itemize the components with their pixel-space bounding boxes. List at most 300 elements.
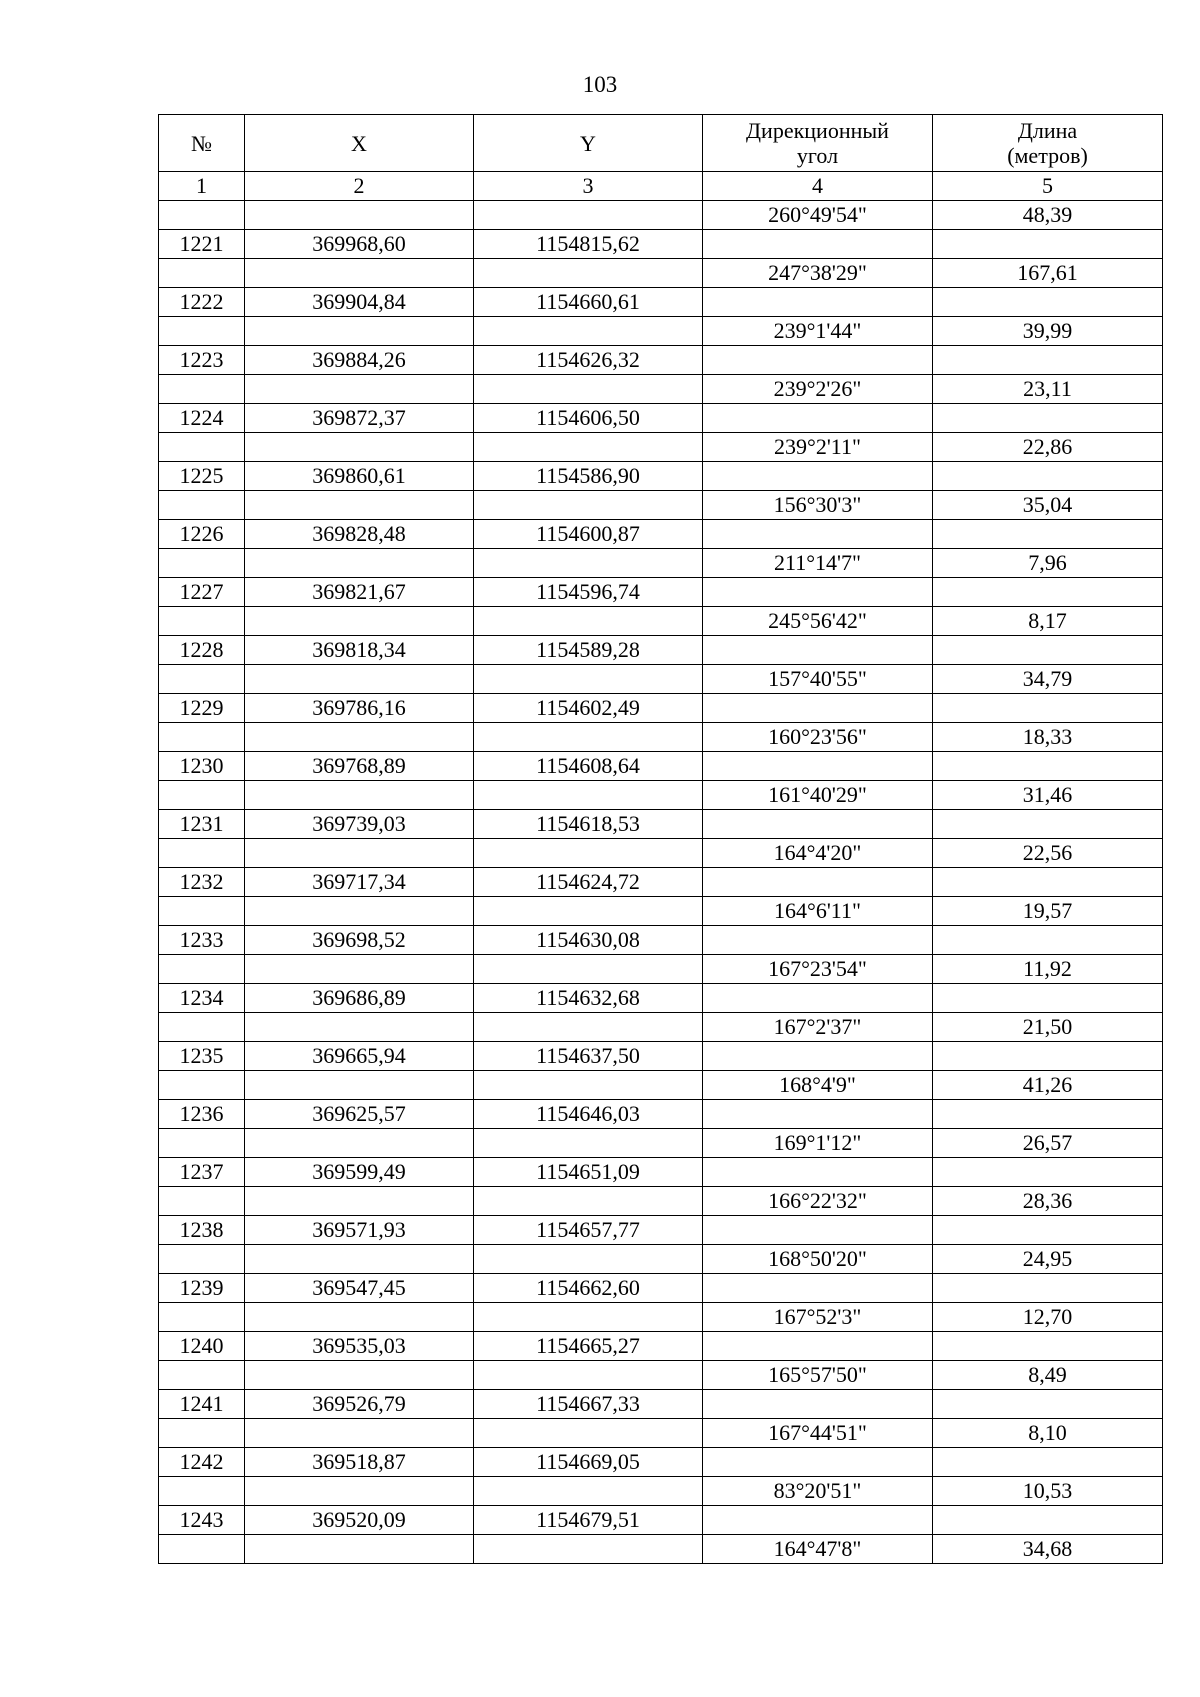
x-coordinate-cell: 369786,16 [245, 694, 474, 723]
point-number-cell: 1239 [159, 1274, 245, 1303]
direction-angle-cell [703, 288, 933, 317]
x-coordinate-cell: 369739,03 [245, 810, 474, 839]
direction-angle-cell [703, 230, 933, 259]
y-coordinate-cell [474, 897, 703, 926]
length-cell [933, 694, 1163, 723]
direction-angle-cell: 168°50'20" [703, 1245, 933, 1274]
direction-angle-cell: 167°2'37" [703, 1013, 933, 1042]
point-number-cell [159, 1361, 245, 1390]
y-coordinate-cell: 1154657,77 [474, 1216, 703, 1245]
column-number: 5 [933, 172, 1163, 201]
table-row [159, 1448, 1163, 1477]
column-number: 4 [703, 172, 933, 201]
table-row [159, 636, 1163, 665]
length-cell: 10,53 [933, 1477, 1163, 1506]
table-row [159, 1042, 1163, 1071]
x-coordinate-cell [245, 1013, 474, 1042]
x-coordinate-cell: 369698,52 [245, 926, 474, 955]
table-row [159, 346, 1163, 375]
point-number-cell: 1227 [159, 578, 245, 607]
length-cell [933, 1042, 1163, 1071]
x-coordinate-cell: 369968,60 [245, 230, 474, 259]
length-cell: 11,92 [933, 955, 1163, 984]
direction-angle-cell [703, 404, 933, 433]
direction-angle-cell [703, 1042, 933, 1071]
point-number-cell [159, 1245, 245, 1274]
y-coordinate-cell [474, 1129, 703, 1158]
length-cell: 34,68 [933, 1535, 1163, 1564]
point-number-cell: 1224 [159, 404, 245, 433]
length-cell [933, 752, 1163, 781]
point-number-cell: 1238 [159, 1216, 245, 1245]
x-coordinate-cell: 369599,49 [245, 1158, 474, 1187]
y-coordinate-cell [474, 781, 703, 810]
point-number-cell [159, 201, 245, 230]
length-cell [933, 1448, 1163, 1477]
direction-angle-cell [703, 694, 933, 723]
direction-angle-cell: 167°44'51" [703, 1419, 933, 1448]
y-coordinate-cell: 1154679,51 [474, 1506, 703, 1535]
direction-angle-cell: 211°14'7" [703, 549, 933, 578]
y-coordinate-cell: 1154646,03 [474, 1100, 703, 1129]
point-number-cell [159, 259, 245, 288]
length-cell: 7,96 [933, 549, 1163, 578]
length-cell [933, 1158, 1163, 1187]
x-coordinate-cell [245, 317, 474, 346]
table-row [159, 868, 1163, 897]
y-coordinate-cell: 1154630,08 [474, 926, 703, 955]
y-coordinate-cell: 1154602,49 [474, 694, 703, 723]
length-cell: 41,26 [933, 1071, 1163, 1100]
table-row [159, 1535, 1163, 1564]
x-coordinate-cell [245, 1245, 474, 1274]
direction-angle-cell: 165°57'50" [703, 1361, 933, 1390]
direction-angle-cell: 239°2'26" [703, 375, 933, 404]
length-cell [933, 288, 1163, 317]
point-number-cell [159, 1477, 245, 1506]
length-cell: 12,70 [933, 1303, 1163, 1332]
header-length-line1: Длина [1017, 118, 1078, 143]
point-number-cell: 1235 [159, 1042, 245, 1071]
table-row [159, 404, 1163, 433]
length-cell [933, 1332, 1163, 1361]
x-coordinate-cell: 369625,57 [245, 1100, 474, 1129]
y-coordinate-cell: 1154618,53 [474, 810, 703, 839]
direction-angle-cell [703, 926, 933, 955]
direction-angle-cell [703, 1390, 933, 1419]
y-coordinate-cell [474, 1477, 703, 1506]
y-coordinate-cell [474, 317, 703, 346]
table-row [159, 1506, 1163, 1535]
x-coordinate-cell: 369717,34 [245, 868, 474, 897]
y-coordinate-cell: 1154815,62 [474, 230, 703, 259]
length-cell [933, 636, 1163, 665]
direction-angle-cell [703, 636, 933, 665]
x-coordinate-cell [245, 1535, 474, 1564]
x-coordinate-cell [245, 375, 474, 404]
point-number-cell [159, 549, 245, 578]
x-coordinate-cell [245, 1419, 474, 1448]
direction-angle-cell [703, 1506, 933, 1535]
x-coordinate-cell: 369884,26 [245, 346, 474, 375]
y-coordinate-cell [474, 607, 703, 636]
y-coordinate-cell: 1154651,09 [474, 1158, 703, 1187]
point-number-cell: 1225 [159, 462, 245, 491]
length-cell [933, 1100, 1163, 1129]
y-coordinate-cell [474, 1303, 703, 1332]
point-number-cell: 1228 [159, 636, 245, 665]
y-coordinate-cell [474, 1187, 703, 1216]
point-number-cell [159, 1071, 245, 1100]
x-coordinate-cell [245, 433, 474, 462]
direction-angle-cell: 167°52'3" [703, 1303, 933, 1332]
direction-angle-cell [703, 578, 933, 607]
length-cell [933, 984, 1163, 1013]
direction-angle-cell [703, 868, 933, 897]
table-row [159, 752, 1163, 781]
point-number-cell: 1230 [159, 752, 245, 781]
x-coordinate-cell [245, 897, 474, 926]
x-coordinate-cell [245, 259, 474, 288]
table-row [159, 462, 1163, 491]
direction-angle-cell: 164°4'20" [703, 839, 933, 868]
length-cell: 34,79 [933, 665, 1163, 694]
y-coordinate-cell: 1154665,27 [474, 1332, 703, 1361]
table-row [159, 491, 1163, 520]
point-number-cell: 1223 [159, 346, 245, 375]
direction-angle-cell [703, 1332, 933, 1361]
y-coordinate-cell [474, 723, 703, 752]
table-row [159, 230, 1163, 259]
x-coordinate-cell: 369518,87 [245, 1448, 474, 1477]
y-coordinate-cell [474, 839, 703, 868]
point-number-cell: 1234 [159, 984, 245, 1013]
point-number-cell: 1229 [159, 694, 245, 723]
direction-angle-cell: 156°30'3" [703, 491, 933, 520]
x-coordinate-cell [245, 665, 474, 694]
table-row [159, 897, 1163, 926]
direction-angle-cell [703, 1100, 933, 1129]
point-number-cell: 1221 [159, 230, 245, 259]
y-coordinate-cell: 1154589,28 [474, 636, 703, 665]
x-coordinate-cell: 369860,61 [245, 462, 474, 491]
direction-angle-cell: 260°49'54" [703, 201, 933, 230]
table-row [159, 1245, 1163, 1274]
x-coordinate-cell [245, 1129, 474, 1158]
direction-angle-cell [703, 1216, 933, 1245]
y-coordinate-cell: 1154600,87 [474, 520, 703, 549]
header-y: Y [474, 115, 703, 172]
x-coordinate-cell: 369535,03 [245, 1332, 474, 1361]
length-cell [933, 868, 1163, 897]
length-cell [933, 1506, 1163, 1535]
x-coordinate-cell: 369526,79 [245, 1390, 474, 1419]
length-cell: 19,57 [933, 897, 1163, 926]
x-coordinate-cell: 369872,37 [245, 404, 474, 433]
x-coordinate-cell [245, 839, 474, 868]
y-coordinate-cell [474, 1535, 703, 1564]
header-number: № [159, 115, 245, 172]
direction-angle-cell: 245°56'42" [703, 607, 933, 636]
point-number-cell [159, 491, 245, 520]
direction-angle-cell [703, 462, 933, 491]
point-number-cell: 1236 [159, 1100, 245, 1129]
length-cell [933, 1390, 1163, 1419]
direction-angle-cell [703, 346, 933, 375]
x-coordinate-cell: 369821,67 [245, 578, 474, 607]
direction-angle-cell: 169°1'12" [703, 1129, 933, 1158]
table-row [159, 839, 1163, 868]
length-cell: 22,86 [933, 433, 1163, 462]
table-row [159, 723, 1163, 752]
point-number-cell [159, 1535, 245, 1564]
direction-angle-cell: 239°2'11" [703, 433, 933, 462]
header-length [933, 115, 1163, 172]
point-number-cell: 1232 [159, 868, 245, 897]
point-number-cell [159, 1419, 245, 1448]
length-cell: 8,49 [933, 1361, 1163, 1390]
y-coordinate-cell [474, 665, 703, 694]
direction-angle-cell: 168°4'9" [703, 1071, 933, 1100]
x-coordinate-cell: 369818,34 [245, 636, 474, 665]
point-number-cell: 1241 [159, 1390, 245, 1419]
table-row [159, 1332, 1163, 1361]
direction-angle-cell: 157°40'55" [703, 665, 933, 694]
table-row [159, 926, 1163, 955]
length-cell: 24,95 [933, 1245, 1163, 1274]
header-direction-angle [703, 115, 933, 172]
point-number-cell [159, 1187, 245, 1216]
length-cell: 48,39 [933, 201, 1163, 230]
coordinates-table [158, 114, 1163, 1564]
point-number-cell: 1222 [159, 288, 245, 317]
direction-angle-cell [703, 1448, 933, 1477]
table-row [159, 1158, 1163, 1187]
x-coordinate-cell: 369520,09 [245, 1506, 474, 1535]
y-coordinate-cell: 1154660,61 [474, 288, 703, 317]
y-coordinate-cell [474, 433, 703, 462]
table-row [159, 694, 1163, 723]
x-coordinate-cell [245, 1071, 474, 1100]
direction-angle-cell [703, 752, 933, 781]
table-row [159, 1419, 1163, 1448]
direction-angle-cell: 83°20'51" [703, 1477, 933, 1506]
length-cell: 31,46 [933, 781, 1163, 810]
point-number-cell [159, 839, 245, 868]
length-cell [933, 578, 1163, 607]
header-direction-angle-line1: Дирекционный [746, 118, 889, 143]
direction-angle-cell [703, 984, 933, 1013]
length-cell [933, 1274, 1163, 1303]
y-coordinate-cell [474, 259, 703, 288]
length-cell: 18,33 [933, 723, 1163, 752]
point-number-cell: 1240 [159, 1332, 245, 1361]
length-cell: 23,11 [933, 375, 1163, 404]
x-coordinate-cell [245, 723, 474, 752]
y-coordinate-cell: 1154662,60 [474, 1274, 703, 1303]
table-row [159, 810, 1163, 839]
y-coordinate-cell [474, 549, 703, 578]
length-cell [933, 1216, 1163, 1245]
table-row [159, 1477, 1163, 1506]
direction-angle-cell: 166°22'32" [703, 1187, 933, 1216]
length-cell [933, 810, 1163, 839]
table-row [159, 607, 1163, 636]
length-cell: 39,99 [933, 317, 1163, 346]
direction-angle-cell [703, 1158, 933, 1187]
length-cell: 35,04 [933, 491, 1163, 520]
y-coordinate-cell [474, 491, 703, 520]
point-number-cell [159, 1303, 245, 1332]
direction-angle-cell: 160°23'56" [703, 723, 933, 752]
point-number-cell: 1231 [159, 810, 245, 839]
x-coordinate-cell: 369665,94 [245, 1042, 474, 1071]
table-row [159, 1129, 1163, 1158]
point-number-cell [159, 1129, 245, 1158]
y-coordinate-cell [474, 1013, 703, 1042]
column-number: 1 [159, 172, 245, 201]
direction-angle-cell: 167°23'54" [703, 955, 933, 984]
x-coordinate-cell [245, 201, 474, 230]
table-row [159, 1187, 1163, 1216]
direction-angle-cell [703, 1274, 933, 1303]
table-row [159, 1361, 1163, 1390]
point-number-cell [159, 781, 245, 810]
x-coordinate-cell: 369686,89 [245, 984, 474, 1013]
x-coordinate-cell [245, 781, 474, 810]
direction-angle-cell: 164°6'11" [703, 897, 933, 926]
table-row [159, 1100, 1163, 1129]
length-cell: 8,17 [933, 607, 1163, 636]
table-row [159, 288, 1163, 317]
y-coordinate-cell: 1154586,90 [474, 462, 703, 491]
table-row [159, 259, 1163, 288]
length-cell: 8,10 [933, 1419, 1163, 1448]
table-row [159, 1303, 1163, 1332]
point-number-cell [159, 1013, 245, 1042]
point-number-cell: 1233 [159, 926, 245, 955]
table-row [159, 578, 1163, 607]
direction-angle-cell [703, 520, 933, 549]
header-length-line2: (метров) [1007, 143, 1088, 168]
direction-angle-cell: 239°1'44" [703, 317, 933, 346]
table-row [159, 1013, 1163, 1042]
x-coordinate-cell: 369571,93 [245, 1216, 474, 1245]
table-row [159, 549, 1163, 578]
x-coordinate-cell [245, 955, 474, 984]
x-coordinate-cell: 369768,89 [245, 752, 474, 781]
point-number-cell [159, 317, 245, 346]
x-coordinate-cell [245, 491, 474, 520]
header-x: X [245, 115, 474, 172]
y-coordinate-cell: 1154632,68 [474, 984, 703, 1013]
y-coordinate-cell: 1154667,33 [474, 1390, 703, 1419]
length-cell [933, 404, 1163, 433]
y-coordinate-cell: 1154606,50 [474, 404, 703, 433]
y-coordinate-cell [474, 1361, 703, 1390]
point-number-cell: 1243 [159, 1506, 245, 1535]
length-cell: 22,56 [933, 839, 1163, 868]
y-coordinate-cell: 1154669,05 [474, 1448, 703, 1477]
point-number-cell [159, 897, 245, 926]
y-coordinate-cell: 1154637,50 [474, 1042, 703, 1071]
table-row [159, 1390, 1163, 1419]
length-cell [933, 926, 1163, 955]
point-number-cell [159, 375, 245, 404]
y-coordinate-cell: 1154596,74 [474, 578, 703, 607]
point-number-cell [159, 665, 245, 694]
column-number: 3 [474, 172, 703, 201]
x-coordinate-cell [245, 1477, 474, 1506]
y-coordinate-cell [474, 375, 703, 404]
direction-angle-cell [703, 810, 933, 839]
table-row [159, 1071, 1163, 1100]
y-coordinate-cell: 1154626,32 [474, 346, 703, 375]
coordinates-table-body [159, 115, 1163, 1564]
point-number-cell [159, 607, 245, 636]
column-number: 2 [245, 172, 474, 201]
length-cell [933, 346, 1163, 375]
point-number-cell [159, 723, 245, 752]
point-number-cell: 1242 [159, 1448, 245, 1477]
y-coordinate-cell: 1154608,64 [474, 752, 703, 781]
table-row [159, 781, 1163, 810]
x-coordinate-cell [245, 549, 474, 578]
length-cell [933, 462, 1163, 491]
y-coordinate-cell [474, 1419, 703, 1448]
x-coordinate-cell [245, 1187, 474, 1216]
y-coordinate-cell [474, 1071, 703, 1100]
page-number: 103 [582, 72, 618, 97]
table-row [159, 375, 1163, 404]
table-row [159, 433, 1163, 462]
point-number-cell: 1226 [159, 520, 245, 549]
y-coordinate-cell [474, 955, 703, 984]
table-row [159, 984, 1163, 1013]
header-direction-angle-line2: угол [796, 143, 839, 168]
direction-angle-cell: 161°40'29" [703, 781, 933, 810]
length-cell: 167,61 [933, 259, 1163, 288]
table-row [159, 317, 1163, 346]
point-number-cell: 1237 [159, 1158, 245, 1187]
y-coordinate-cell [474, 201, 703, 230]
x-coordinate-cell: 369828,48 [245, 520, 474, 549]
length-cell [933, 230, 1163, 259]
y-coordinate-cell: 1154624,72 [474, 868, 703, 897]
length-cell: 28,36 [933, 1187, 1163, 1216]
table-row [159, 955, 1163, 984]
table-row [159, 201, 1163, 230]
table-row [159, 1216, 1163, 1245]
y-coordinate-cell [474, 1245, 703, 1274]
x-coordinate-cell [245, 607, 474, 636]
x-coordinate-cell [245, 1361, 474, 1390]
table-header-row [159, 115, 1163, 172]
table-row [159, 665, 1163, 694]
point-number-cell [159, 433, 245, 462]
column-numbers-row [159, 172, 1163, 201]
table-row [159, 1274, 1163, 1303]
direction-angle-cell: 164°47'8" [703, 1535, 933, 1564]
direction-angle-cell: 247°38'29" [703, 259, 933, 288]
point-number-cell [159, 955, 245, 984]
length-cell: 21,50 [933, 1013, 1163, 1042]
table-row [159, 520, 1163, 549]
length-cell [933, 520, 1163, 549]
x-coordinate-cell [245, 1303, 474, 1332]
length-cell: 26,57 [933, 1129, 1163, 1158]
x-coordinate-cell: 369547,45 [245, 1274, 474, 1303]
